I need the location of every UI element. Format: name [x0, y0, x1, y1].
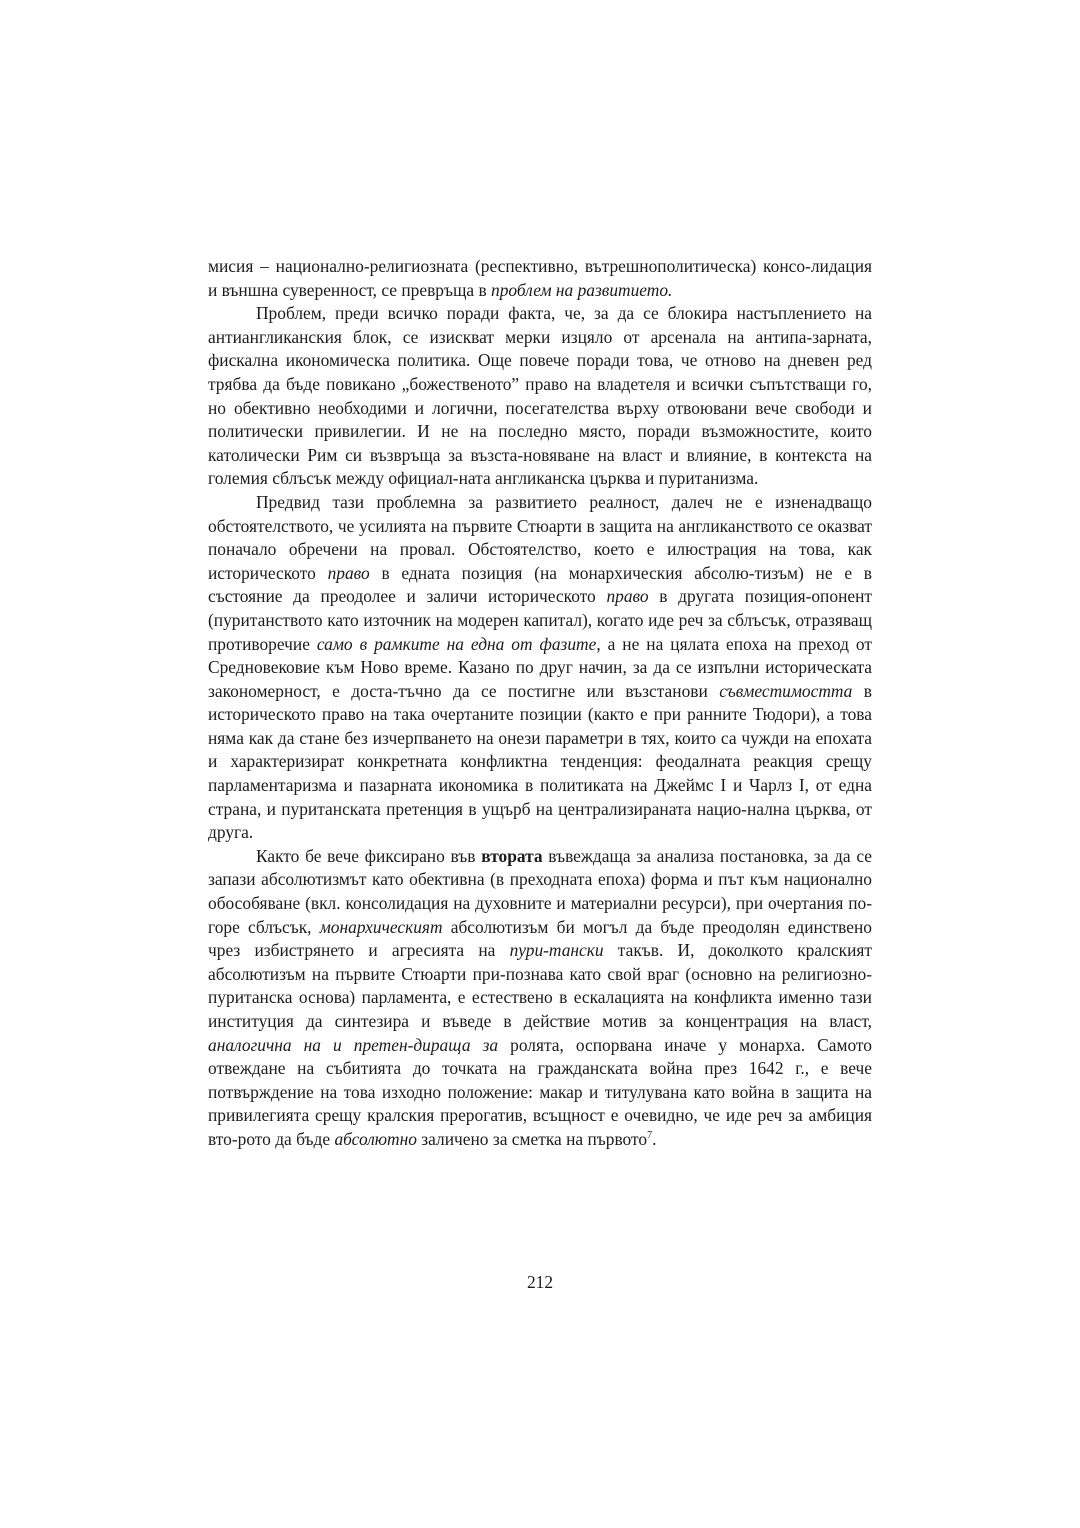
italic-phrase: право [327, 562, 370, 583]
text-segment: Както бе вече фиксирано във [256, 845, 482, 866]
text-segment: в другата позиция-опонент (пуританството като източник на модерен капитал), когато иде реч за сблъсък, отразяващ противоречие [208, 586, 872, 654]
italic-phrase: пури-тански [509, 940, 604, 961]
text-segment: . [652, 1128, 657, 1149]
text-segment: в едната позиция (на монархическия абсолю-тизъм) не е в състояние да преодолее и заличи историческото [208, 562, 873, 607]
text-segment: абсолютизъм би могъл да бъде преодолян единствено чрез избистрянето и агресията на [208, 916, 872, 961]
text-segment: Предвид тази проблемна за развитието реалност, далеч не е изненадващо обстоятелството, че усилията на първите Стюарти в защита на англиканството се оказват поначало обречени на провал. Обстоятелство, което е илюстрация на това, как историческото [208, 491, 872, 583]
page-number: 212 [526, 1272, 554, 1292]
text-segment: ролята, оспорвана иначе у монарха. Самото отвеждане на събитията до точката на гражданската война през 1642 г., е вече потвърждение на това изходно положение: макар и титулувана като война в защита на привилегията срещу кралския прерогатив, всъщност е очевидно, че иде реч за амбиция вто-рото да бъде [208, 1034, 872, 1149]
paragraph-1 [208, 255, 872, 302]
italic-phrase: съвместимостта [719, 680, 853, 701]
text-segment: в историческото право на така очертаните позиции (както е при ранните Тюдори), а това няма как да стане без изчерпването на онези параметри в тях, които са чужди на епохата и характеризират конкретната конфликтна тенденция: феодалната реакция срещу парламентаризма и пазарната икономика в политиката на Джеймс I и Чарлз I, от една страна, и пуританската претенция в ущърб на централизираната нацио-нална църква, от друга. [208, 680, 872, 843]
text-segment: заличено за сметка на първото [416, 1128, 648, 1149]
italic-phrase: проблем на развитието. [491, 279, 673, 300]
italic-phrase: монархическият [319, 916, 443, 937]
body-text [208, 255, 872, 1152]
text-segment: , а не на цялата епоха на преход от Средновековие към Ново време. Казано по друг начин, за да се изпълни историческата закономерност, е доста-тъчно да се постигне или възстанови [208, 633, 872, 701]
italic-phrase: право [606, 586, 649, 607]
text-segment: мисия – национално-религиозната (респективно, вътрешнополитическа) консо-лидация и външна суверенност, се превръща в [208, 256, 872, 300]
italic-phrase: аналогична на и претен-дираща за [208, 1034, 499, 1055]
italic-phrase: само в рамките на една от фазите [316, 633, 597, 654]
text-segment: такъв. И, доколкото кралският абсолютизъм на първите Стюарти при-познава като свой враг (основно на религиозно-пуританска основа) парламента, е естествено в ескалацията на конфликта именно тази институция да синтезира и въведе в действие мотив за концентрация на власт, [208, 940, 872, 1031]
paragraph-2 [208, 302, 872, 491]
footnote-marker: 7 [647, 1129, 653, 1141]
bold-phrase: втората [481, 845, 543, 866]
italic-phrase: абсолютно [334, 1128, 417, 1149]
paragraph-3 [208, 491, 872, 845]
text-segment: Проблем, преди всичко поради факта, че, за да се блокира настъплението на антиангликанския блок, се изискват мерки изцяло от арсенала на антипа-зарната, фискална икономическа политика. Още повече поради това, че отново на дневен ред трябва да бъде повикано „божественото” право на владетеля и всички съпътстващи го, но обективно необходими и логични, посегателства върху отвоювани вече свободи и политически привилегии. И не на последно място, поради възможностите, които католически Рим си възвръща за възста-новяване на власт и влияние, в контекста на големия сблъсък между официал-ната англиканска църква и пуританизма. [208, 303, 872, 489]
text-segment: въвеждаща за анализа постановка, за да се запази абсолютизмът като обективна (в преходната епоха) форма и път към национално обособяване (вкл. консолидация на духовните и материални ресурси), при очертания по-горе сблъсък, [208, 845, 872, 937]
paragraph-4 [208, 845, 872, 1152]
